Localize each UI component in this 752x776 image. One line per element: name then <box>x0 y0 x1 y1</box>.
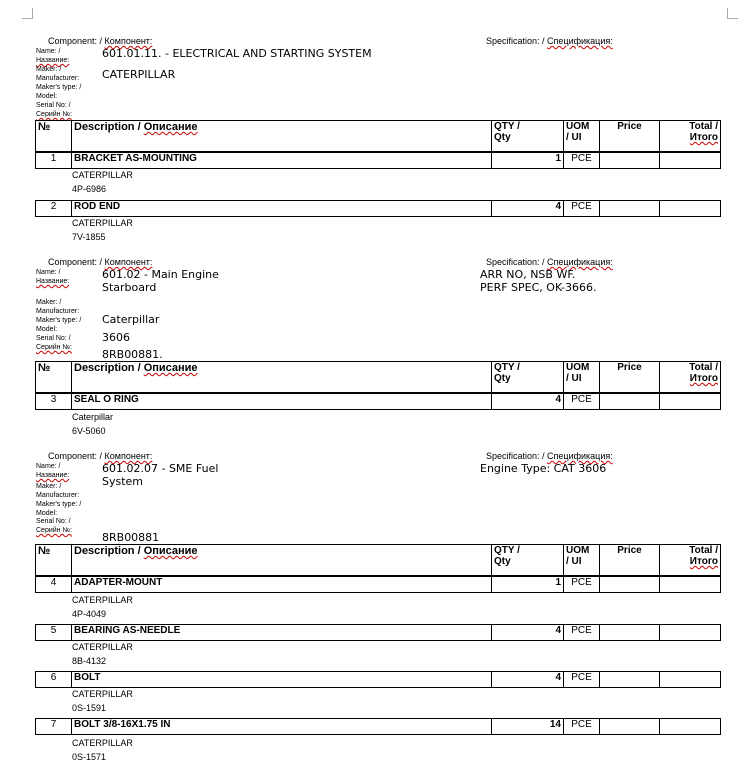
component-name: 601.01.11. - ELECTRICAL AND STARTING SYSTEM <box>102 47 372 60</box>
component-label: Component: / Компонент: <box>48 36 153 46</box>
item-maker: CATERPILLAR <box>72 738 133 748</box>
item-uom: PCE <box>564 672 600 688</box>
item-description: ADAPTER-MOUNT <box>72 577 492 593</box>
col-price: Price <box>600 362 660 393</box>
specification-label: Specification: / Спецификация: <box>486 36 613 46</box>
component-type: 3606 <box>102 331 130 344</box>
item-no: 5 <box>36 625 72 641</box>
item-no: 2 <box>36 201 72 217</box>
component-label: Component: / Компонент: <box>48 451 153 461</box>
col-total: Total / Итого <box>660 121 721 152</box>
item-maker: CATERPILLAR <box>72 170 133 180</box>
item-qty: 4 <box>492 201 564 217</box>
component-name: 601.02.07 - SME Fuel System <box>102 462 219 488</box>
item-no: 1 <box>36 153 72 169</box>
col-no: № <box>36 362 72 393</box>
item-description: BRACKET AS-MOUNTING <box>72 153 492 169</box>
item-code: 0S-1591 <box>72 703 107 713</box>
item-price <box>600 153 660 169</box>
table-row <box>35 393 721 410</box>
col-uom: UOM / UI <box>564 121 600 152</box>
col-no: № <box>36 545 72 576</box>
item-code: 6V-5060 <box>72 426 106 436</box>
item-uom: PCE <box>564 153 600 169</box>
item-total <box>660 625 721 641</box>
col-qty: QTY / Qty <box>492 121 564 152</box>
table-row <box>35 152 721 169</box>
col-qty: QTY / Qty <box>492 545 564 576</box>
item-description: BOLT <box>72 672 492 688</box>
item-qty: 1 <box>492 153 564 169</box>
item-description: BEARING AS-NEEDLE <box>72 625 492 641</box>
field-labels: Name: / Название: <box>36 269 70 285</box>
component-name: 601.02 - Main Engine Starboard <box>102 268 219 294</box>
item-code: 7V-1855 <box>72 232 106 242</box>
col-qty: QTY / Qty <box>492 362 564 393</box>
item-description: BOLT 3/8-16X1.75 IN <box>72 719 492 735</box>
col-price: Price <box>600 121 660 152</box>
table-row <box>35 200 721 217</box>
col-description: Description / Описание <box>72 121 492 152</box>
item-qty: 4 <box>492 625 564 641</box>
component-serial: 8RB00881. <box>102 348 163 361</box>
item-price <box>600 394 660 410</box>
item-qty: 14 <box>492 719 564 735</box>
item-code: 4P-6986 <box>72 184 107 194</box>
component-label: Component: / Компонент: <box>48 257 153 267</box>
item-qty: 4 <box>492 394 564 410</box>
item-maker: CATERPILLAR <box>72 218 133 228</box>
item-total <box>660 201 721 217</box>
col-no: № <box>36 121 72 152</box>
item-maker: Caterpillar <box>72 412 114 422</box>
field-labels: Name: / Название: Maker: / Manufacturer: Maker's type: / Model: Serial No: / Серийн №: <box>36 48 82 118</box>
col-price: Price <box>600 545 660 576</box>
table-row <box>35 718 721 735</box>
field-labels: Maker: / Manufacturer: Maker's type: / Model: Serial No: / Серийн №: <box>36 299 82 351</box>
item-price <box>600 672 660 688</box>
item-total <box>660 719 721 735</box>
item-uom: PCE <box>564 394 600 410</box>
item-code: 4P-4049 <box>72 609 107 619</box>
table-row <box>35 624 721 641</box>
component-serial: 8RB00881 <box>102 531 160 544</box>
item-description: ROD END <box>72 201 492 217</box>
item-price <box>600 577 660 593</box>
item-maker: CATERPILLAR <box>72 689 133 699</box>
item-no: 6 <box>36 672 72 688</box>
specification-value: ARR NO, NSB WF. PERF SPEC, OK-3666. <box>480 268 597 294</box>
item-code: 0S-1571 <box>72 752 107 762</box>
parts-table-header <box>35 544 721 576</box>
item-uom: PCE <box>564 577 600 593</box>
field-labels: Maker: / Manufacturer: Maker's type: / Model: <box>36 483 82 517</box>
item-maker: CATERPILLAR <box>72 642 133 652</box>
margin-mark <box>727 8 738 19</box>
item-total <box>660 577 721 593</box>
col-uom: UOM / UI <box>564 545 600 576</box>
item-uom: PCE <box>564 201 600 217</box>
item-code: 8B-4132 <box>72 656 107 666</box>
col-total: Total / Итого <box>660 545 721 576</box>
item-price <box>600 201 660 217</box>
field-labels: Serial No: / Серийн №: <box>36 518 72 534</box>
table-row <box>35 671 721 688</box>
col-description: Description / Описание <box>72 362 492 393</box>
col-total: Total / Итого <box>660 362 721 393</box>
parts-table-header <box>35 361 721 393</box>
parts-table-header <box>35 120 721 152</box>
item-qty: 1 <box>492 577 564 593</box>
table-row <box>35 576 721 593</box>
item-maker: CATERPILLAR <box>72 595 133 605</box>
col-description: Description / Описание <box>72 545 492 576</box>
item-no: 7 <box>36 719 72 735</box>
component-maker: CATERPILLAR <box>102 68 176 81</box>
field-labels: Name: / Название: <box>36 463 70 479</box>
item-total <box>660 153 721 169</box>
item-description: SEAL O RING <box>72 394 492 410</box>
specification-value: Engine Type: CAT 3606 <box>480 462 607 475</box>
component-maker: Caterpillar <box>102 313 160 326</box>
item-price <box>600 719 660 735</box>
item-no: 3 <box>36 394 72 410</box>
specification-label: Specification: / Спецификация: <box>486 451 613 461</box>
item-qty: 4 <box>492 672 564 688</box>
col-uom: UOM / UI <box>564 362 600 393</box>
specification-label: Specification: / Спецификация: <box>486 257 613 267</box>
item-total <box>660 672 721 688</box>
item-price <box>600 625 660 641</box>
item-total <box>660 394 721 410</box>
margin-mark <box>22 8 33 19</box>
item-uom: PCE <box>564 719 600 735</box>
item-no: 4 <box>36 577 72 593</box>
item-uom: PCE <box>564 625 600 641</box>
